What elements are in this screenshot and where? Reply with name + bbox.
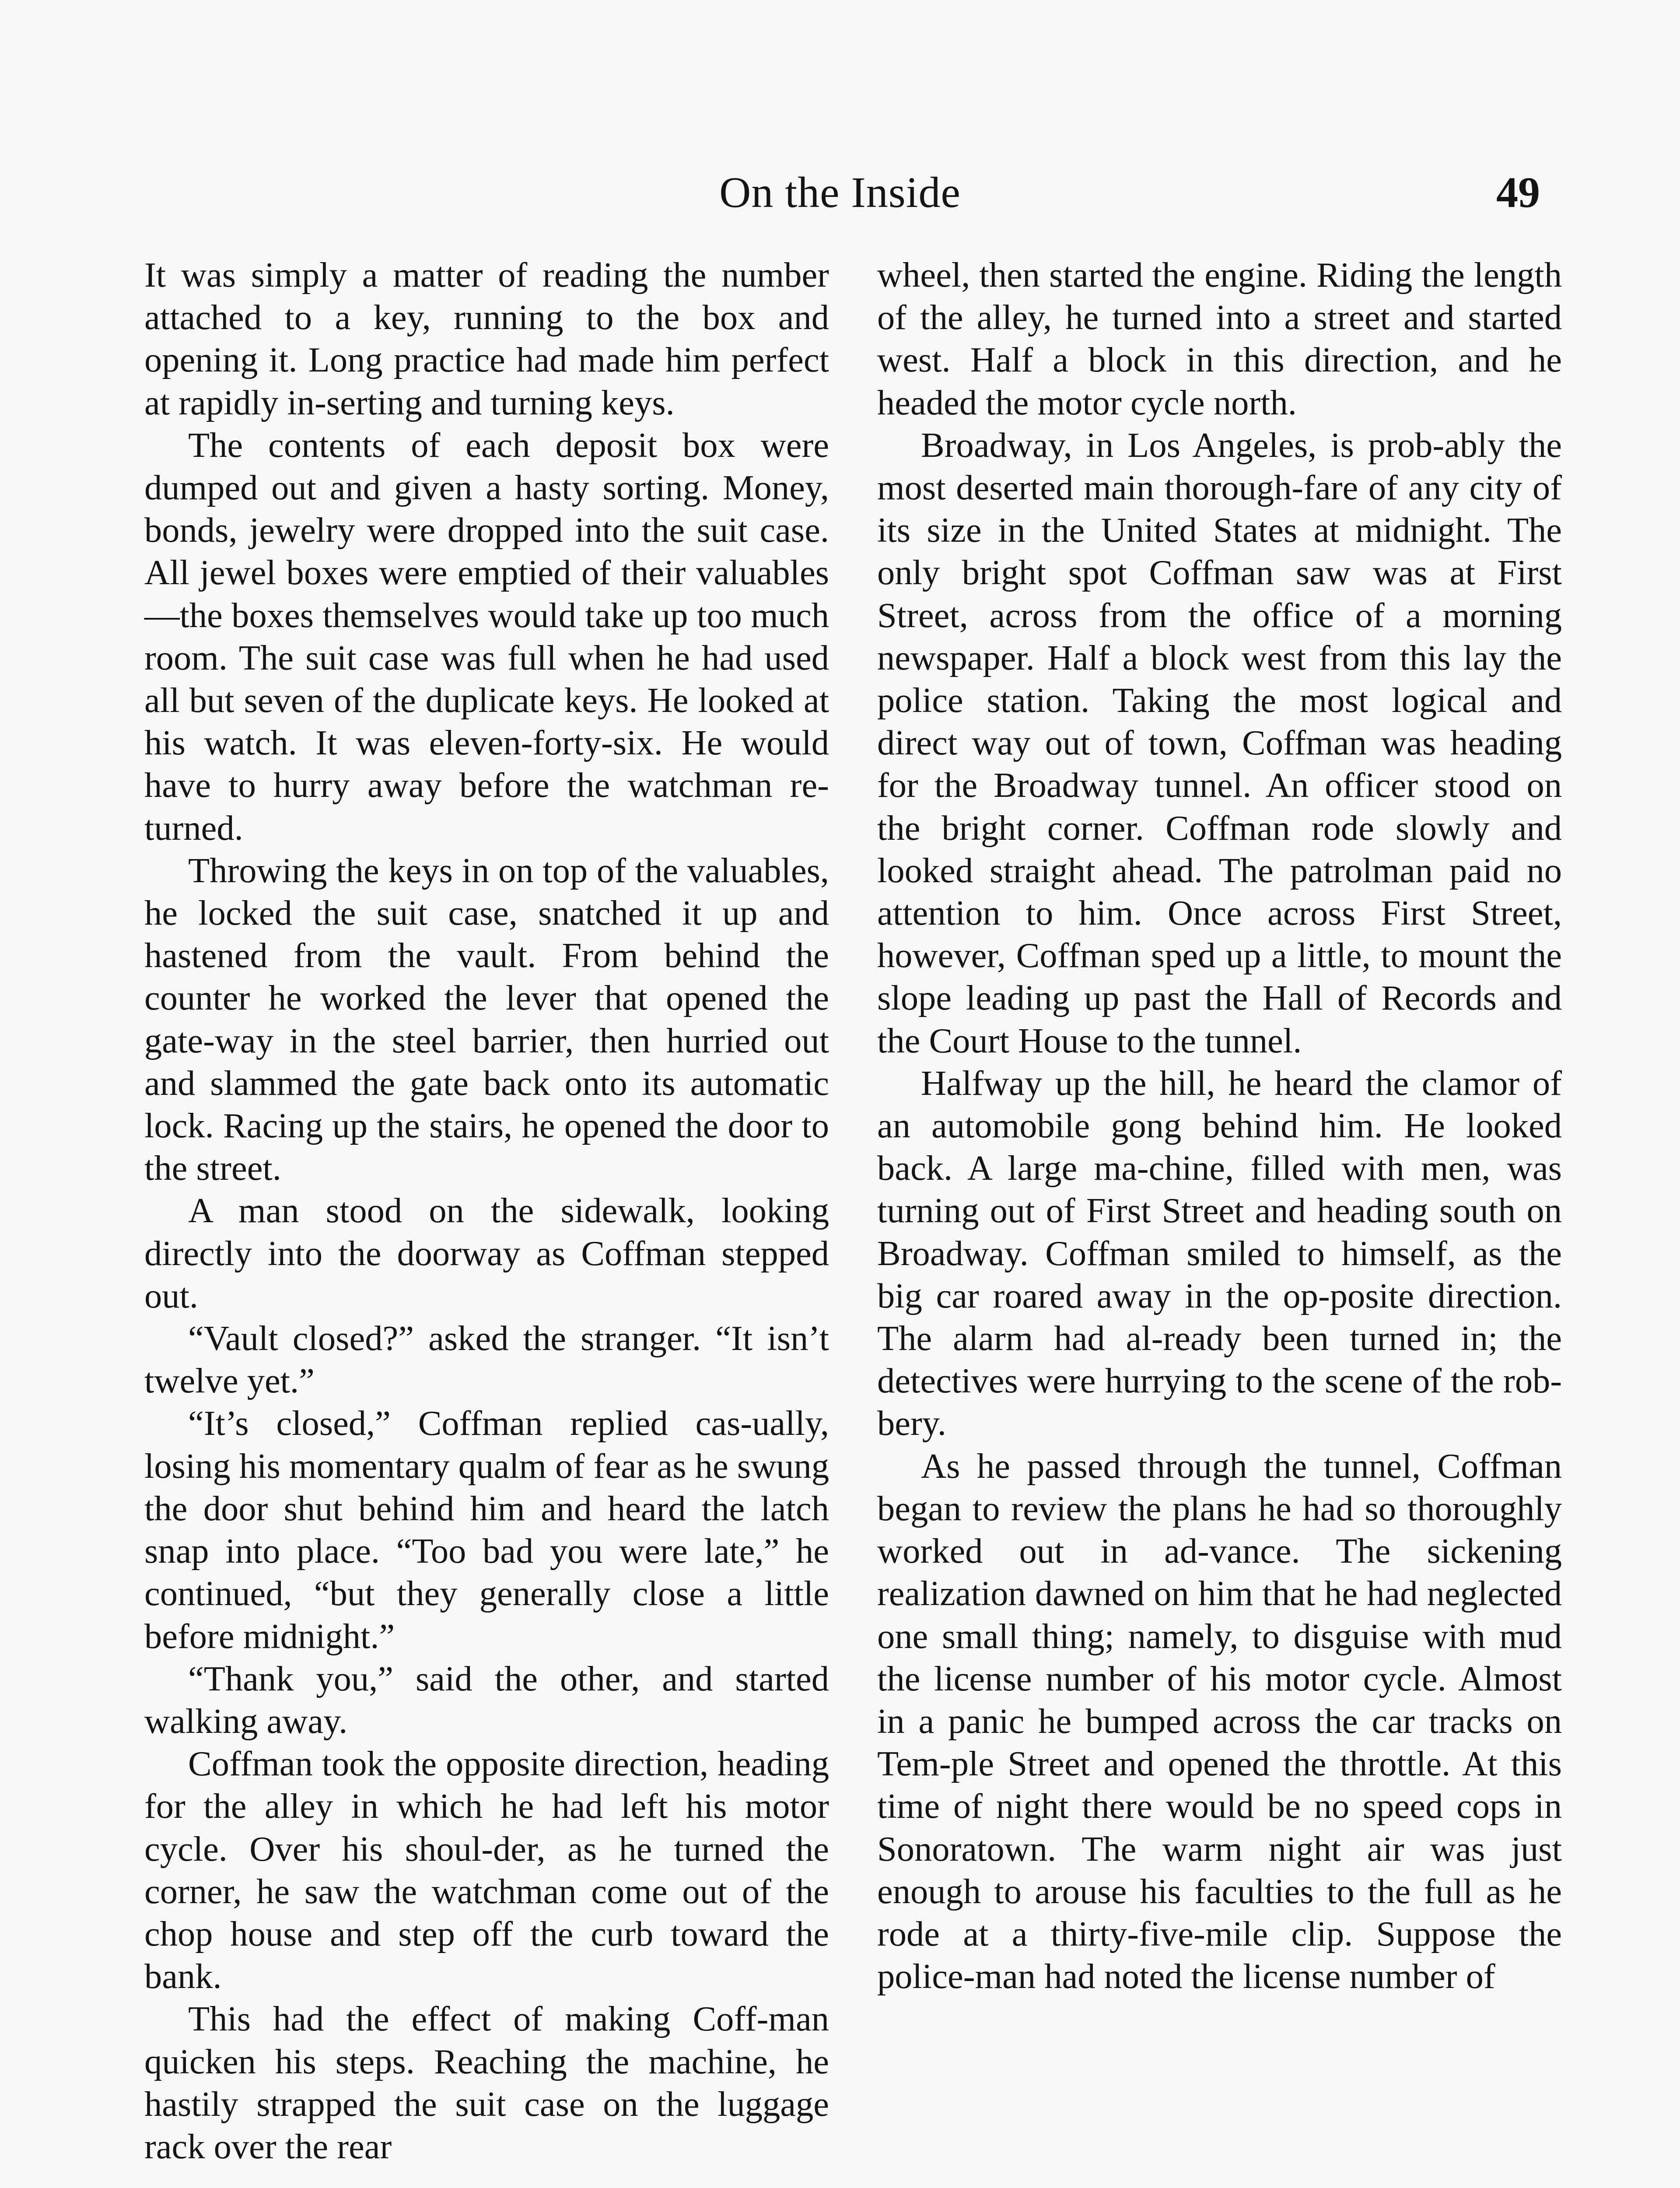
paragraph: “Thank you,” said the other, and started walking away. <box>144 1659 829 1741</box>
paragraph: The contents of each deposit box were dumped out and given a hasty sorting. Money, bonds, jewelry were dropped into the suit case. All jewel boxes were emptied of their valuables —the boxes themselves would take up too much room. The suit case was full when he had used all but seven of the duplicate keys. He looked at his watch. It was eleven-forty-six. He would have to hurry away before the watchman re-turned. <box>144 425 829 848</box>
page-number: 49 <box>1496 168 1540 217</box>
paragraph: Coffman took the opposite direction, heading for the alley in which he had left his motor cycle. Over his shoul-der, as he turned the corner, he saw the watchman come out of the chop house and step off the curb toward the bank. <box>144 1744 829 1996</box>
paragraph: wheel, then started the engine. Riding the length of the alley, he turned into a street and started west. Half a block in this direction, and he headed the motor cycle north. <box>877 256 1562 422</box>
paragraph: “Vault closed?” asked the stranger. “It isn’t twelve yet.” <box>144 1319 829 1401</box>
paragraph: As he passed through the tunnel, Coffman began to review the plans he had so thoroughly worked out in ad-vance. The sickening realization dawned on him that he had neglected one small thing; namely, to disguise with mud the license number of his motor cycle. Almost in a panic he bumped across the car tracks on Tem-ple Street and opened the throttle. At this time of night there would be no speed cops in Sonoratown. The warm night air was just enough to arouse his faculties to the full as he rode at a thirty-five-mile clip. Suppose the police-man had noted the license number of <box>877 1446 1562 1996</box>
paragraph: It was simply a matter of reading the number attached to a key, running to the box and opening it. Long practice had made him perfect at rapidly in-serting and turning keys. <box>144 256 829 422</box>
paragraph: Broadway, in Los Angeles, is prob-ably the most deserted main thorough-fare of any city of its size in the United States at midnight. The only bright spot Coffman saw was at First Street, across from the office of a morning newspaper. Half a block west from this lay the police station. Taking the most logical and direct way out of town, Coffman was heading for the Broadway tunnel. An officer stood on the bright corner. Coffman rode slowly and looked straight ahead. The patrolman paid no attention to him. Once across First Street, however, Coffman sped up a little, to mount the slope leading up past the Hall of Records and the Court House to the tunnel. <box>877 425 1562 1060</box>
paragraph: This had the effect of making Coff-man quicken his steps. Reaching the machine, he hastily strapped the suit case on the luggage rack over the rear <box>144 1999 829 2166</box>
running-title: On the Inside <box>719 168 961 217</box>
paragraph: “It’s closed,” Coffman replied cas-ually, losing his momentary qualm of fear as he swung the door shut behind him and heard the latch snap into place. “Too bad you were late,” he continued, “but they generally close a little before midnight.” <box>144 1404 829 1656</box>
paragraph: A man stood on the sidewalk, looking directly into the doorway as Coffman stepped out. <box>144 1191 829 1315</box>
left-column <box>144 254 829 2168</box>
paragraph: Throwing the keys in on top of the valuables, he locked the suit case, snatched it up and hastened from the vault. From behind the counter he worked the lever that opened the gate-way in the steel barrier, then hurried out and slammed the gate back onto its automatic lock. Racing up the stairs, he opened the door to the street. <box>144 851 829 1188</box>
paragraph: Halfway up the hill, he heard the clamor of an automobile gong behind him. He looked back. A large ma-chine, filled with men, was turning out of First Street and heading south on Broadway. Coffman smiled to himself, as the big car roared away in the op-posite direction. The alarm had al-ready been turned in; the detectives were hurrying to the scene of the rob-bery. <box>877 1063 1562 1443</box>
right-column <box>877 254 1562 1998</box>
